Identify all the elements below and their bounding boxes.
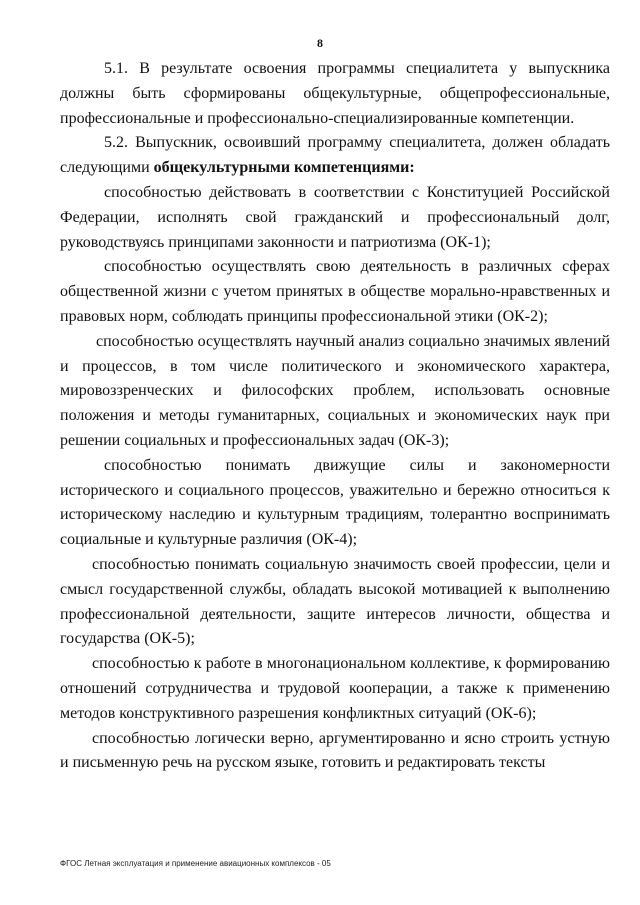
document-body (60, 57, 610, 776)
competence-ok-6: способностью к работе в многонациональном коллективе, к формированию отношений сотрудничества и трудовой кооперации, а также к применению методов конструктивного разрешения конфликтных ситуаций (ОК-6); (60, 655, 610, 722)
competence-ok-7-partial: способностью логически верно, аргументированно и ясно строить устную и письменную речь на русском языке, готовить и редактировать тексты (60, 729, 610, 772)
paragraph-5-2 (60, 131, 610, 181)
paragraph-5-2-bold: общекультурными компетенциями: (153, 159, 415, 177)
competence-ok-2: способностью осуществлять свою деятельность в различных сферах общественной жизни с учетом принятых в обществе морально-нравственных и правовых норм, соблюдать принципы профессиональной этики (ОК-2); (60, 258, 610, 325)
competence-ok-5: способностью понимать социальную значимость своей профессии, цели и смысл государственной службы, обладать высокой мотивацией к выполнению профессиональной деятельности, защите интересов личности, общества и государства (ОК-5); (60, 555, 610, 648)
competence-ok-4: способностью понимать движущие силы и закономерности исторического и социального процессов, уважительно и бережно относиться к историческому наследию и культурным традициям, толерантно воспринимать социальные и культурные различия (ОК-4); (60, 456, 610, 549)
paragraph-5-2-text: 5.2. Выпускник, освоивший программу специалитета, должен обладать следующими (60, 134, 610, 177)
page-footer: ФГОС Летная эксплуатация и применение авиационных комплексов - 05 (60, 859, 331, 868)
competence-ok-1: способностью действовать в соответствии с Конституцией Российской Федерации, исполнять свой гражданский и профессиональный долг, руководствуясь принципами законности и патриотизма (ОК-1); (60, 183, 610, 251)
competence-ok-3: способностью осуществлять научный анализ социально значимых явлений и процессов, в том числе политического и экономического характера, мировоззренческих и философских проблем, использовать основные положения и методы гуманитарных, социальных и экономических наук при решении социальных и профессиональных задач (ОК-3); (60, 332, 610, 449)
page-number: 8 (317, 36, 323, 50)
paragraph-5-1: 5.1. В результате освоения программы специалитета у выпускника должны быть сформированы общекультурные, общепрофессиональные, профессиональные и профессионально-специализированные компетенции. (60, 60, 610, 127)
